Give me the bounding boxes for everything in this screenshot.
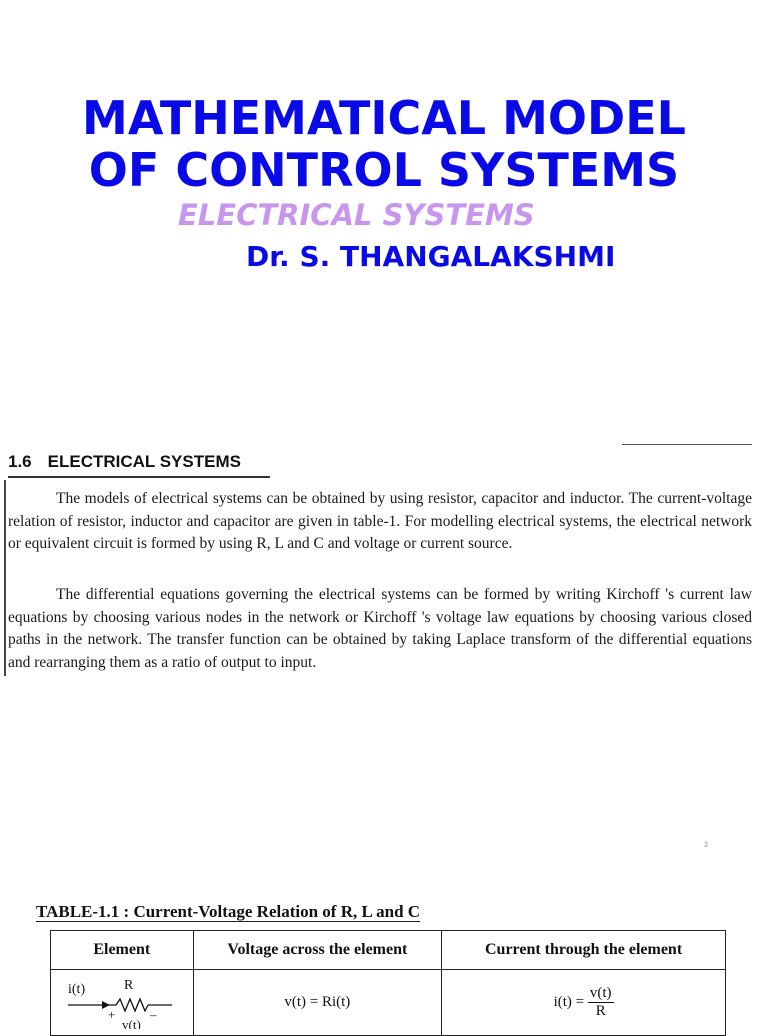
subtitle: ELECTRICAL SYSTEMS [178,198,535,232]
fraction-denominator: R [595,1003,606,1019]
relation-table [50,930,726,1036]
voltage-relation-cell: v(t) = Ri(t) [193,970,442,1036]
current-lhs: i(t) = [553,993,585,1010]
scanned-text-section [0,440,768,680]
table-row [51,970,726,1036]
section-number: 1.6 [8,452,32,471]
resistor-element-cell [51,970,194,1036]
table-caption [36,902,420,922]
current-relation-cell [442,970,726,1036]
table-caption-text: TABLE-1.1 : Current-Voltage Relation of R, L and C [36,902,421,921]
resistor-symbol-label: R [123,978,134,993]
header-current: Current through the element [442,931,726,970]
paragraph-2: The differential equations governing the electrical systems can be formed by writing Kirchoff 's current law equations by choosing various nodes in the network or Kirchoff 's voltage law equations by choosing various closed paths in the network. The transfer function can be obtained by taking Laplace transform of the differential equations and rearranging them as a ratio of output to input. [8,586,752,671]
resistor-voltage-label: v(t) [121,1017,141,1029]
header-voltage: Voltage across the element [193,931,442,970]
scan-edge-line [622,444,752,445]
header-element: Element [51,931,194,970]
resistor-diagram [62,971,182,1029]
section-heading [8,452,241,472]
section-underline [8,476,270,478]
page-number: 2 [704,841,709,849]
fraction-numerator: v(t) [589,985,612,1001]
current-fraction [588,985,614,1020]
title-line-2: OF CONTROL SYSTEMS [88,143,680,197]
scan-left-margin [4,480,6,676]
table-header-row [51,931,726,970]
title-block [0,92,768,196]
resistor-plus-label: + [107,1007,116,1022]
resistor-current-label: i(t) [67,982,85,997]
title-line-1: MATHEMATICAL MODEL [82,91,686,145]
author: Dr. S. THANGALAKSHMI [246,240,616,273]
paragraph-1: The models of electrical systems can be obtained by using resistor, capacitor and inductor. The current-voltage relation of resistor, inductor and capacitor are given in table-1. For modelling electrical systems, the electrical network or equivalent circuit is formed by using R, L and C and voltage or current source. [8,490,752,552]
section-title: ELECTRICAL SYSTEMS [47,452,241,471]
resistor-minus-label: – [149,1007,157,1022]
resistor-zigzag-icon [116,999,148,1011]
